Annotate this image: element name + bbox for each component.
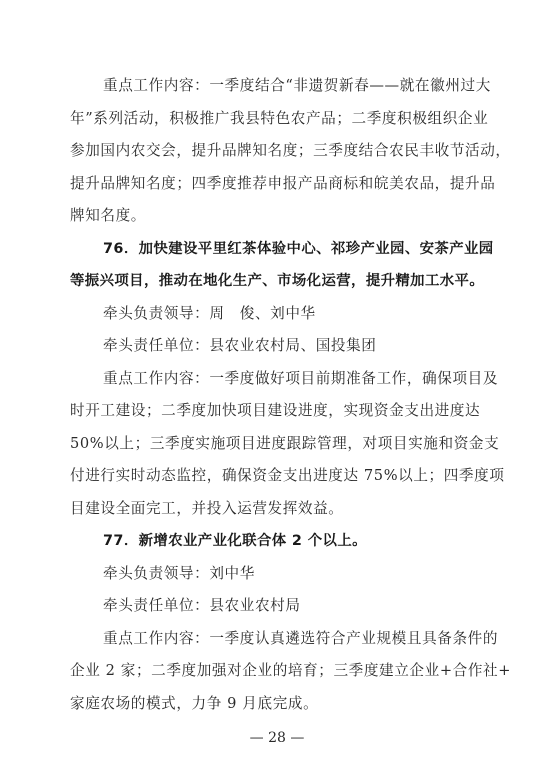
- paragraph-75-content-line-3: 参加国内农交会，提升品牌知名度；三季度结合农民丰收节活动，: [70, 142, 511, 159]
- item-76-content-line-2: 时开工建设；二季度加快项目建设进度，实现资金支出进度达: [70, 402, 481, 419]
- paragraph-75-content-line-1: 重点工作内容：一季度结合“非遗贺新春——就在徽州过大: [103, 77, 491, 94]
- item-76-content-line-5: 目建设全面完工，并投入运营发挥效益。: [70, 500, 344, 517]
- item-76-content-line-1: 重点工作内容：一季度做好项目前期准备工作，确保项目及: [103, 370, 499, 387]
- item-76-content-line-4: 付进行实时动态监控，确保资金支出进度达 75%以上；四季度项: [70, 467, 505, 484]
- page-number: — 28 —: [249, 730, 305, 746]
- item-77-heading: 77．新增农业产业化联合体 2 个以上。: [103, 533, 367, 549]
- item-77-content-line-3: 家庭农场的模式，力争 9 月底完成。: [70, 695, 319, 712]
- item-76-heading-line-1: 76．加快建设平里红茶体验中心、祁珍产业园、安茶产业园: [103, 241, 494, 257]
- paragraph-75-content-line-2: 年”系列活动，积极推广我县特色农产品；二季度积极组织企业: [70, 110, 489, 127]
- item-77-content-line-1: 重点工作内容：一季度认真遴选符合产业规模且具备条件的: [103, 630, 499, 647]
- item-76-lead-unit: 牵头责任单位：县农业农村局、国投集团: [103, 337, 377, 354]
- item-77-lead-leader: 牵头负责领导：刘中华: [103, 565, 255, 582]
- item-77-content-line-2: 企业 2 家；二季度加强对企业的培育；三季度建立企业+合作社+: [70, 662, 512, 679]
- item-76-lead-leader: 牵头负责领导：周 俊、刘中华: [103, 305, 316, 322]
- paragraph-75-content-line-5: 牌知名度。: [70, 207, 146, 224]
- item-76-content-line-3: 50%以上；三季度实施项目进度跟踪管理，对项目实施和资金支: [70, 435, 500, 452]
- paragraph-75-content-line-4: 提升品牌知名度；四季度推荐申报产品商标和皖美农品，提升品: [70, 175, 496, 192]
- item-76-heading-line-2: 等振兴项目，推动在地化生产、市场化运营，提升精加工水平。: [70, 273, 485, 289]
- item-77-lead-unit: 牵头责任单位：县农业农村局: [103, 597, 301, 614]
